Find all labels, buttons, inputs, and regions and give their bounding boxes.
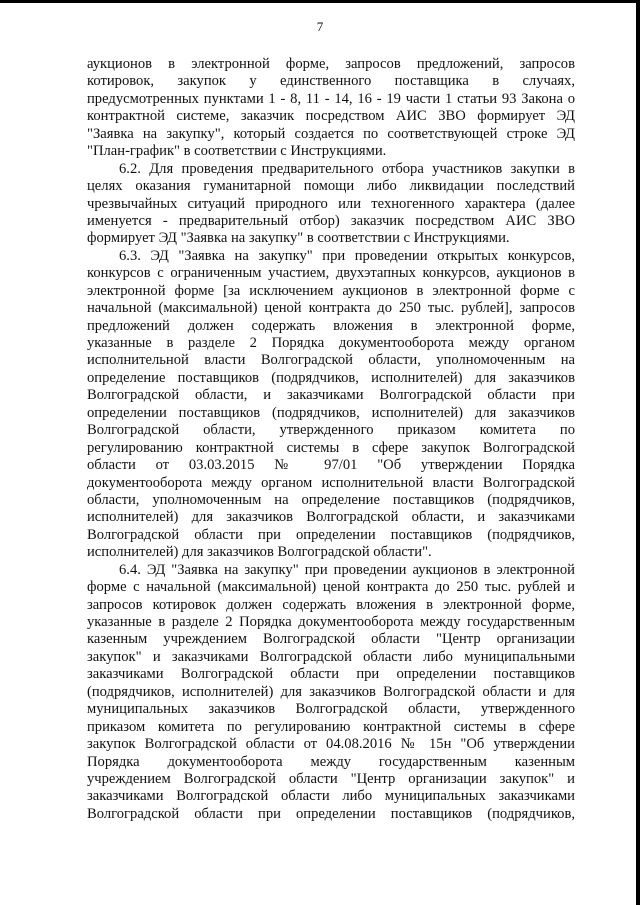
text-line: указанные в разделе 2 Порядка документооборота между органом [87, 335, 575, 351]
text-line: начальной (максимальной) ценой контракта до 250 тыс. рублей], запросов [87, 300, 575, 317]
paragraph-p-6-4 [87, 562, 575, 824]
text-line: Волгоградской области, утвержденного приказом комитета по [87, 422, 575, 439]
text-line: муниципальных заказчиков Волгоградской области, утвержденного [87, 701, 575, 718]
text-line: Волгоградской области при определении поставщиков (подрядчиков, [87, 805, 575, 822]
text-line: контрактной системе, заказчик посредством АИС ЗВО формирует ЭД [87, 108, 575, 125]
text-line: котировок, закупок у единственного поставщика в случаях, [87, 73, 575, 90]
scan-border-top [0, 0, 640, 3]
text-line: документооборота между органом исполнительной власти Волгоградской [87, 474, 575, 491]
text-line: исполнительной власти Волгоградской области, уполномоченным на [87, 352, 575, 369]
text-line: исполнителей) для заказчиков Волгоградской области". [87, 544, 432, 561]
text-line: 6.3. ЭД "Заявка на закупку" при проведении открытых конкурсов, [119, 247, 575, 264]
text-line: предусмотренных пунктами 1 - 8, 11 - 14, 16 - 19 части 1 статьи 93 Закона о [87, 90, 575, 107]
text-line: аукционов в электронной форме, запросов предложений, запросов [87, 56, 575, 72]
text-line: Волгоградской области, и заказчиками Волгоградской области при [87, 387, 575, 404]
text-line: предложений должен содержать вложения в электронной форме, [87, 317, 575, 334]
text-line: казенным учреждением Волгоградской области "Центр организации [87, 631, 575, 648]
text-line: регулированию контрактной системы в сфере закупок Волгоградской [87, 439, 575, 456]
text-line: электронной форме [за исключением аукционов в электронной форме с [87, 282, 575, 299]
text-line: области, уполномоченным на определение поставщиков (подрядчиков, [87, 491, 575, 508]
text-line: определение поставщиков (подрядчиков, исполнителей) для заказчиков [87, 369, 575, 386]
text-line: именуется - предварительный отбор) заказчик посредством АИС ЗВО [87, 212, 575, 229]
text-line: Волгоградской области при определении поставщиков (подрядчиков, [87, 526, 575, 543]
text-line: конкурсов с ограниченным участием, двухэтапных конкурсов, аукционов в [87, 265, 575, 282]
text-line: области от 03.03.2015 № 97/01 "Об утверждении Порядка [87, 457, 575, 474]
text-line: форме с начальной (максимальной) ценой контракта до 250 тыс. рублей и [87, 579, 575, 596]
text-line: определении поставщиков (подрядчиков, исполнителей) для заказчиков [87, 404, 575, 421]
text-line: "Заявка на закупку", который создается по соответствующей строке ЭД [87, 125, 575, 142]
text-line: запросов котировок должен содержать вложения в электронной форме, [87, 596, 575, 613]
text-line: целях оказания гуманитарной помощи либо ликвидации последствий [87, 178, 575, 195]
text-line: заказчиками Волгоградской области при определении поставщиков [87, 666, 575, 683]
scan-border-right [636, 0, 640, 905]
paragraph-p-cont [87, 56, 575, 161]
text-line: чрезвычайных ситуаций природного или техногенного характера (далее [87, 195, 575, 212]
text-line: Порядка документооборота между государственным казенным [87, 753, 575, 770]
text-line: указанные в разделе 2 Порядка документооборота между государственным [87, 614, 575, 630]
text-line: заказчиками Волгоградской области либо муниципальных заказчиками [87, 788, 575, 805]
text-line: "План-график" в соответствии с Инструкциями. [87, 143, 387, 160]
text-line: закупок" и заказчиками Волгоградской области либо муниципальными [87, 648, 575, 665]
text-line: 6.4. ЭД "Заявка на закупку" при проведении аукционов в электронной [119, 561, 575, 578]
page-number: 7 [316, 19, 324, 34]
text-line: закупок Волгоградской области от 04.08.2016 № 15н "Об утверждении [87, 736, 575, 753]
text-line: учреждением Волгоградской области "Центр организации закупок" и [87, 770, 575, 787]
document-body [87, 56, 575, 823]
text-line: 6.2. Для проведения предварительного отбора участников закупки в [119, 160, 575, 177]
text-line: формирует ЭД "Заявка на закупку" в соответствии с Инструкциями. [87, 230, 510, 247]
text-line: (подрядчиков, исполнителей) для заказчиков Волгоградской области и для [87, 683, 575, 700]
paragraph-p-6-2 [87, 161, 575, 248]
paragraph-p-6-3 [87, 248, 575, 562]
text-line: исполнителей) для заказчиков Волгоградской области, и заказчиками [87, 509, 575, 526]
text-line: приказом комитета по регулированию контрактной системы в сфере [87, 718, 575, 735]
